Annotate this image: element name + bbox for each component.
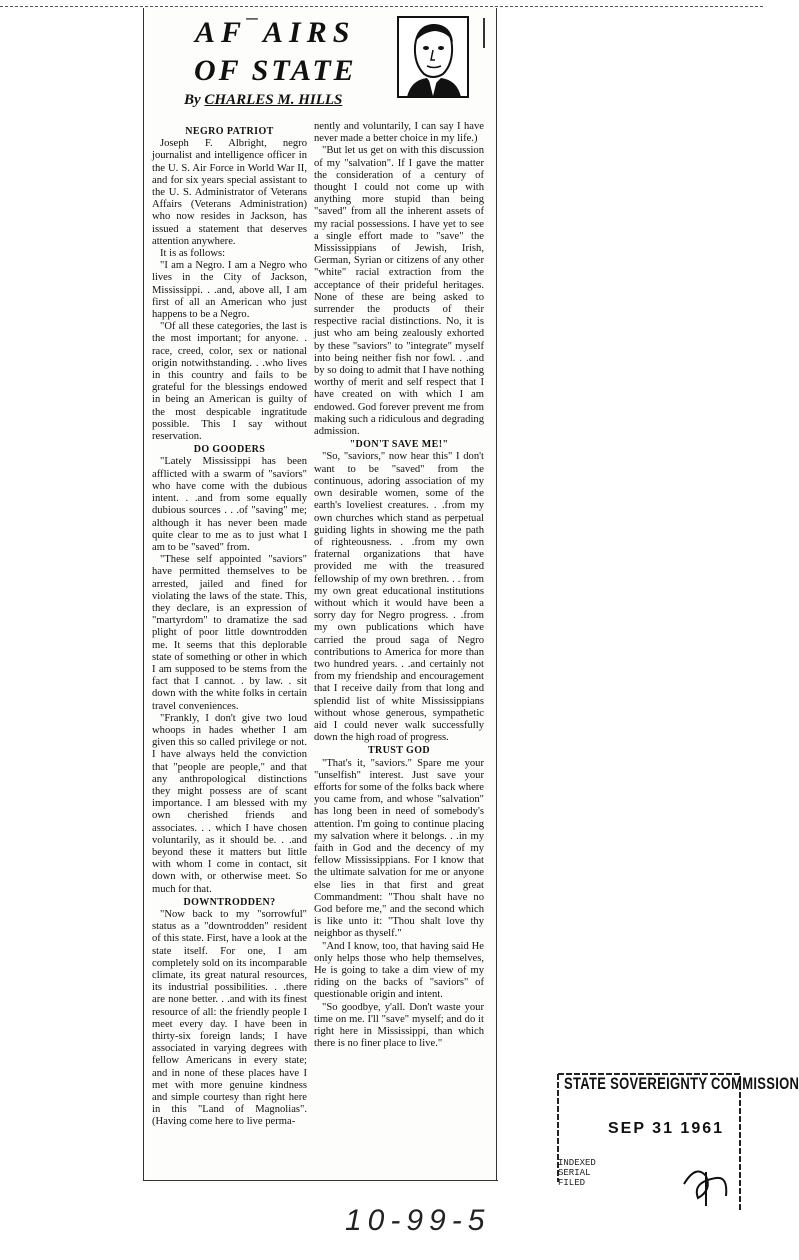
left-column-paragraph: It is as follows: [160,248,226,260]
byline-prefix: By [184,92,201,108]
left-column-paragraph: "I am a Negro. I am a Negro who lives in the City of Jackson, Mississippi. . .and, above all, I am first of all an American who just happens to be a Negro. [152,260,307,321]
stamp-field: INDEXED [558,1158,596,1168]
left-column-paragraph: "Frankly, I don't give two loud whoops in hades whether I am given this so called privilege or not. I have always held the conviction that "people are people," and that any anthropological distinctions they might possess are of scant importance. I am blessed with my own cherished friends and associates. . . which I have chosen voluntarily, as it should be. . .and beyond these it matters but little with whom I come in contact, sit down with, or otherwise meet. So much for that. [152,712,307,895]
top-border-line [0,6,763,7]
author-portrait-icon [397,16,469,98]
left-column-paragraph: Joseph F. Albright, negro journalist and intelligence officer in the U. S. Air Force in World War II, and for six years special assistant to the U. S. Administrator of Veterans Affairs (Veterans Administration) who now resides in Jackson, has issued a statement that deserves attention anywhere. [152,138,307,247]
stamp-agency: STATE SOVEREIGNTY COMMISSION [564,1074,799,1093]
right-column-paragraph: "But let us get on with this discussion of my "salvation". If I gave the matter the consideration of a century of thought I could not come up with anything more stupid than being "saved" from all the inherent assets of my racial possessions. I have yet to see a single effort made to "save" the Mississippians of Jewish, Irish, German, Syrian or citizens of any other "white" racial extraction from the acceptance of their prideful heritages. None of these are being asked to surrender the products of their respective racial distinctions. No, it is just who am being zealously exhorted by these "saviors" to "integrate" myself into being neither fish nor fowl. . .and by so doing to admit that I have nothing worthy of merit and self respect that I have created on with which I am endowed. God forever prevent me from making such a ridiculous and degrading admission. [314,145,484,438]
masthead-title-line1: AF‾AIRS [195,16,356,49]
left-column-subhead: NEGRO PATRIOT [185,126,274,137]
stamp-fields [558,1158,596,1188]
column-masthead [150,10,495,114]
right-column-paragraph: "That's it, "saviors." Spare me your "unselfish" interest. Just save your efforts for some of the folks back where you came from, and whose "salvation" has long been in need of somebody's attention. I'm going to continue placing my salvation where it belongs. . .in my faith in God and the decency of my fellow Mississippians. For I know that the ultimate salvation for me or anyone else lies in that first and great Commandment: "Thou shalt have no God before me," and the second which is like unto it: "Thou shalt love thy neighbor as thyself." [314,757,484,940]
right-column-paragraph: nently and voluntarily, I can say I have never made a better choice in my life.) [314,121,484,145]
clipping-left-edge [143,8,144,1180]
received-stamp [556,1072,799,1220]
left-column-paragraph: "Now back to my "sorrowful" status as a "downtrodden" resident of this state. First, have a look at the state itself. For one, I am completely sold on its incomparable climate, its great natural resources, its industrial possibilities. . .there are none better. . .and with its finest resource of all: the friendly people I meet every day. I have been in thirty-six foreign lands; I have associated in varying degrees with fellow Americans in every state; and in none of these places have I met with more genuine kindness and simple courtesy than right here in this "Land of Magnolias". (Having come here to live perma- [152,909,307,1128]
stamp-field: FILED [558,1178,586,1188]
left-column-paragraph: "Of all these categories, the last is the most important; for anyone. . race, creed, color, sex or national origin notwithstanding. . .who lives in this country and fails to be grateful for the blessings endowed in being an American is guilty of the most despicable ingratitude possible. This I say without reservation. [152,321,307,443]
stamp-border [556,1072,742,1212]
article-column-left [152,125,307,1129]
right-column-paragraph: "And I know, too, that having said He only helps those who help themselves, He is going to take a dim view of my riding on the backs of "saviors" of questionable origin and intent. [314,940,484,1001]
masthead-title-line2: OF STATE [194,54,357,87]
clipping-bottom-edge [143,1180,498,1181]
left-column-paragraph: "Lately Mississippi has been afflicted with a swarm of "saviors" who have come with the dubious intent. . .and from some equally dubious sources . . .of "saving" me; although it has never been made quite clear to me as to just what I am to be "saved" from. [152,456,307,553]
right-column-subhead: "DON'T SAVE ME!" [349,439,449,451]
article-column-right [314,121,484,1050]
byline [184,92,342,109]
left-column-subhead: DOWNTRODDEN? [183,896,276,908]
byline-author: CHARLES M. HILLS [204,92,343,108]
stamp-date: SEP 31 1961 [608,1120,725,1137]
handwritten-file-number: 10-99-5 [345,1204,491,1237]
right-column-subhead: TRUST GOD [367,745,431,757]
left-column-subhead: DO GOODERS [193,444,266,456]
clipping-right-edge [496,8,497,1180]
left-column-paragraph: "These self appointed "saviors" have permitted themselves to be arrested, jailed and fined for violating the laws of the state. This, they declare, is an expression of "martyrdom" to dramatize the sad plight of poor little downtrodden me. It seems that this deplorable state of something or other in which I am supposed to be stems from the fact that I cannot. . by law. . sit down with the white folks in certain travel conveniences. [152,554,307,712]
stamp-field: SERIAL [558,1168,591,1178]
right-column-paragraph: "So goodbye, y'all. Don't waste your time on me. I'll "save" myself; and do it right here in Mississippi, than which there is no finer place to live." [314,1001,484,1050]
right-column-paragraph: "So, "saviors," now hear this" I don't want to be "saved" from the continuous, adoring association of my own desirable women, some of the earth's loveliest creatures. . .from my own churches which stand as perpetual guiding lights in showing me the path of righteousness. . .from my own fraternal organizations that have provided me with the treasured fellowship of my own brethren. . . from my own great educational institutions without which it would have been a sorry day for Negro progress. . .from my own publications which have carried the proud saga of Negro contributions to America for more than two hundred years. . .and certainly not from my friendship and encouragement that I receive daily from that long and splendid list of white Mississippians without whose generous, sympathetic aid I could never walk successfully down the high road of progress. [314,451,484,744]
